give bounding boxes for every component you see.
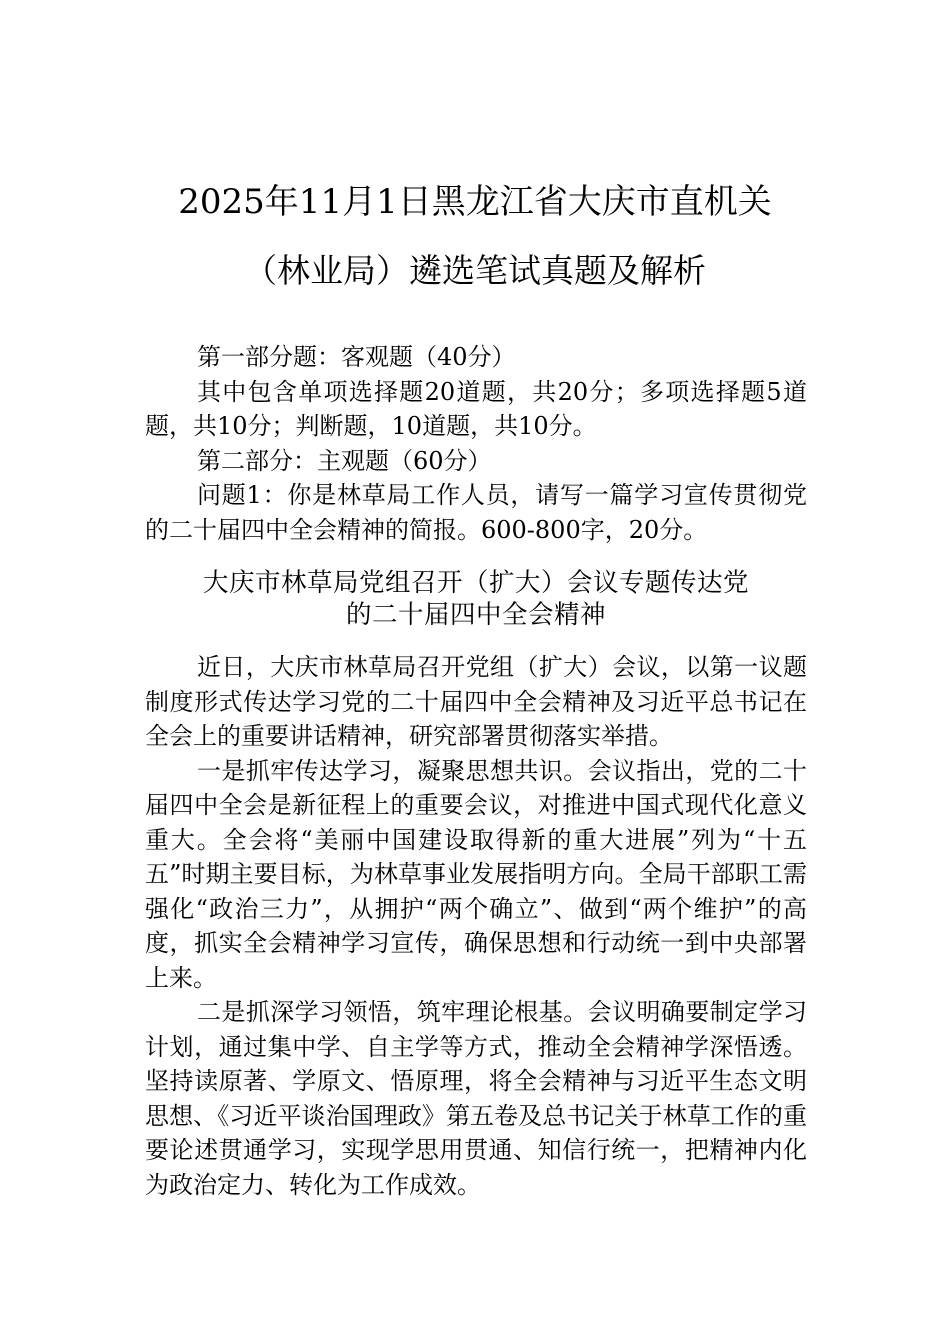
article-paragraph-point-2: 二是抓深学习领悟，筑牢理论根基。会议明确要制定学习计划，通过集中学、自主学等方式，推动全会精神学深悟透。坚持读原著、学原文、悟原理，将全会精神与习近平生态文明思想、《习近平谈治国理政》第五卷及总书记关于林草工作的重要论述贯通学习，实现学思用贯通、知信行统一，把精神内化为政治定力、转化为工作成效。 <box>145 998 807 1199</box>
intro-paragraph-question1: 问题1：你是林草局工作人员，请写一篇学习宣传贯彻党的二十届四中全会精神的简报。600-800字，20分。 <box>145 481 807 544</box>
exam-intro <box>145 340 807 547</box>
article-body <box>145 650 807 1202</box>
document-title-line-1: 2025年11月1日黑龙江省大庆市直机关 <box>178 182 772 222</box>
article-paragraph-point-1: 一是抓牢传达学习，凝聚思想共识。会议指出，党的二十届四中全会是新征程上的重要会议，对推进中国式现代化意义重大。全会将“美丽中国建设取得新的重大进展”列为“十五五”时期主要目标，为林草事业发展指明方向。全局干部职工需强化“政治三力”，从拥护“两个确立”、做到“两个维护”的高度，抓实全会精神学习宣传，确保思想和行动统一到中央部署上来。 <box>145 756 807 992</box>
intro-paragraph-objective-detail: 其中包含单项选择题20道题，共20分；多项选择题5道题，共10分；判断题，10道题，共10分。 <box>145 377 807 440</box>
intro-paragraph-part1: 第一部分题：客观题（40分） <box>197 343 516 371</box>
article-title-line-2: 的二十届四中全会精神 <box>345 600 606 630</box>
article-paragraph-lead: 近日，大庆市林草局召开党组（扩大）会议，以第一议题制度形式传达学习党的二十届四中全会精神及习近平总书记在全会上的重要讲话精神，研究部署贯彻落实举措。 <box>145 653 807 750</box>
document-title-line-2: （林业局）遴选笔试真题及解析 <box>244 251 706 290</box>
intro-paragraph-part2: 第二部分：主观题（60分） <box>197 446 492 475</box>
article-title <box>145 567 807 631</box>
article-title-line-1: 大庆市林草局党组召开（扩大）会议专题传达党 <box>202 568 749 598</box>
